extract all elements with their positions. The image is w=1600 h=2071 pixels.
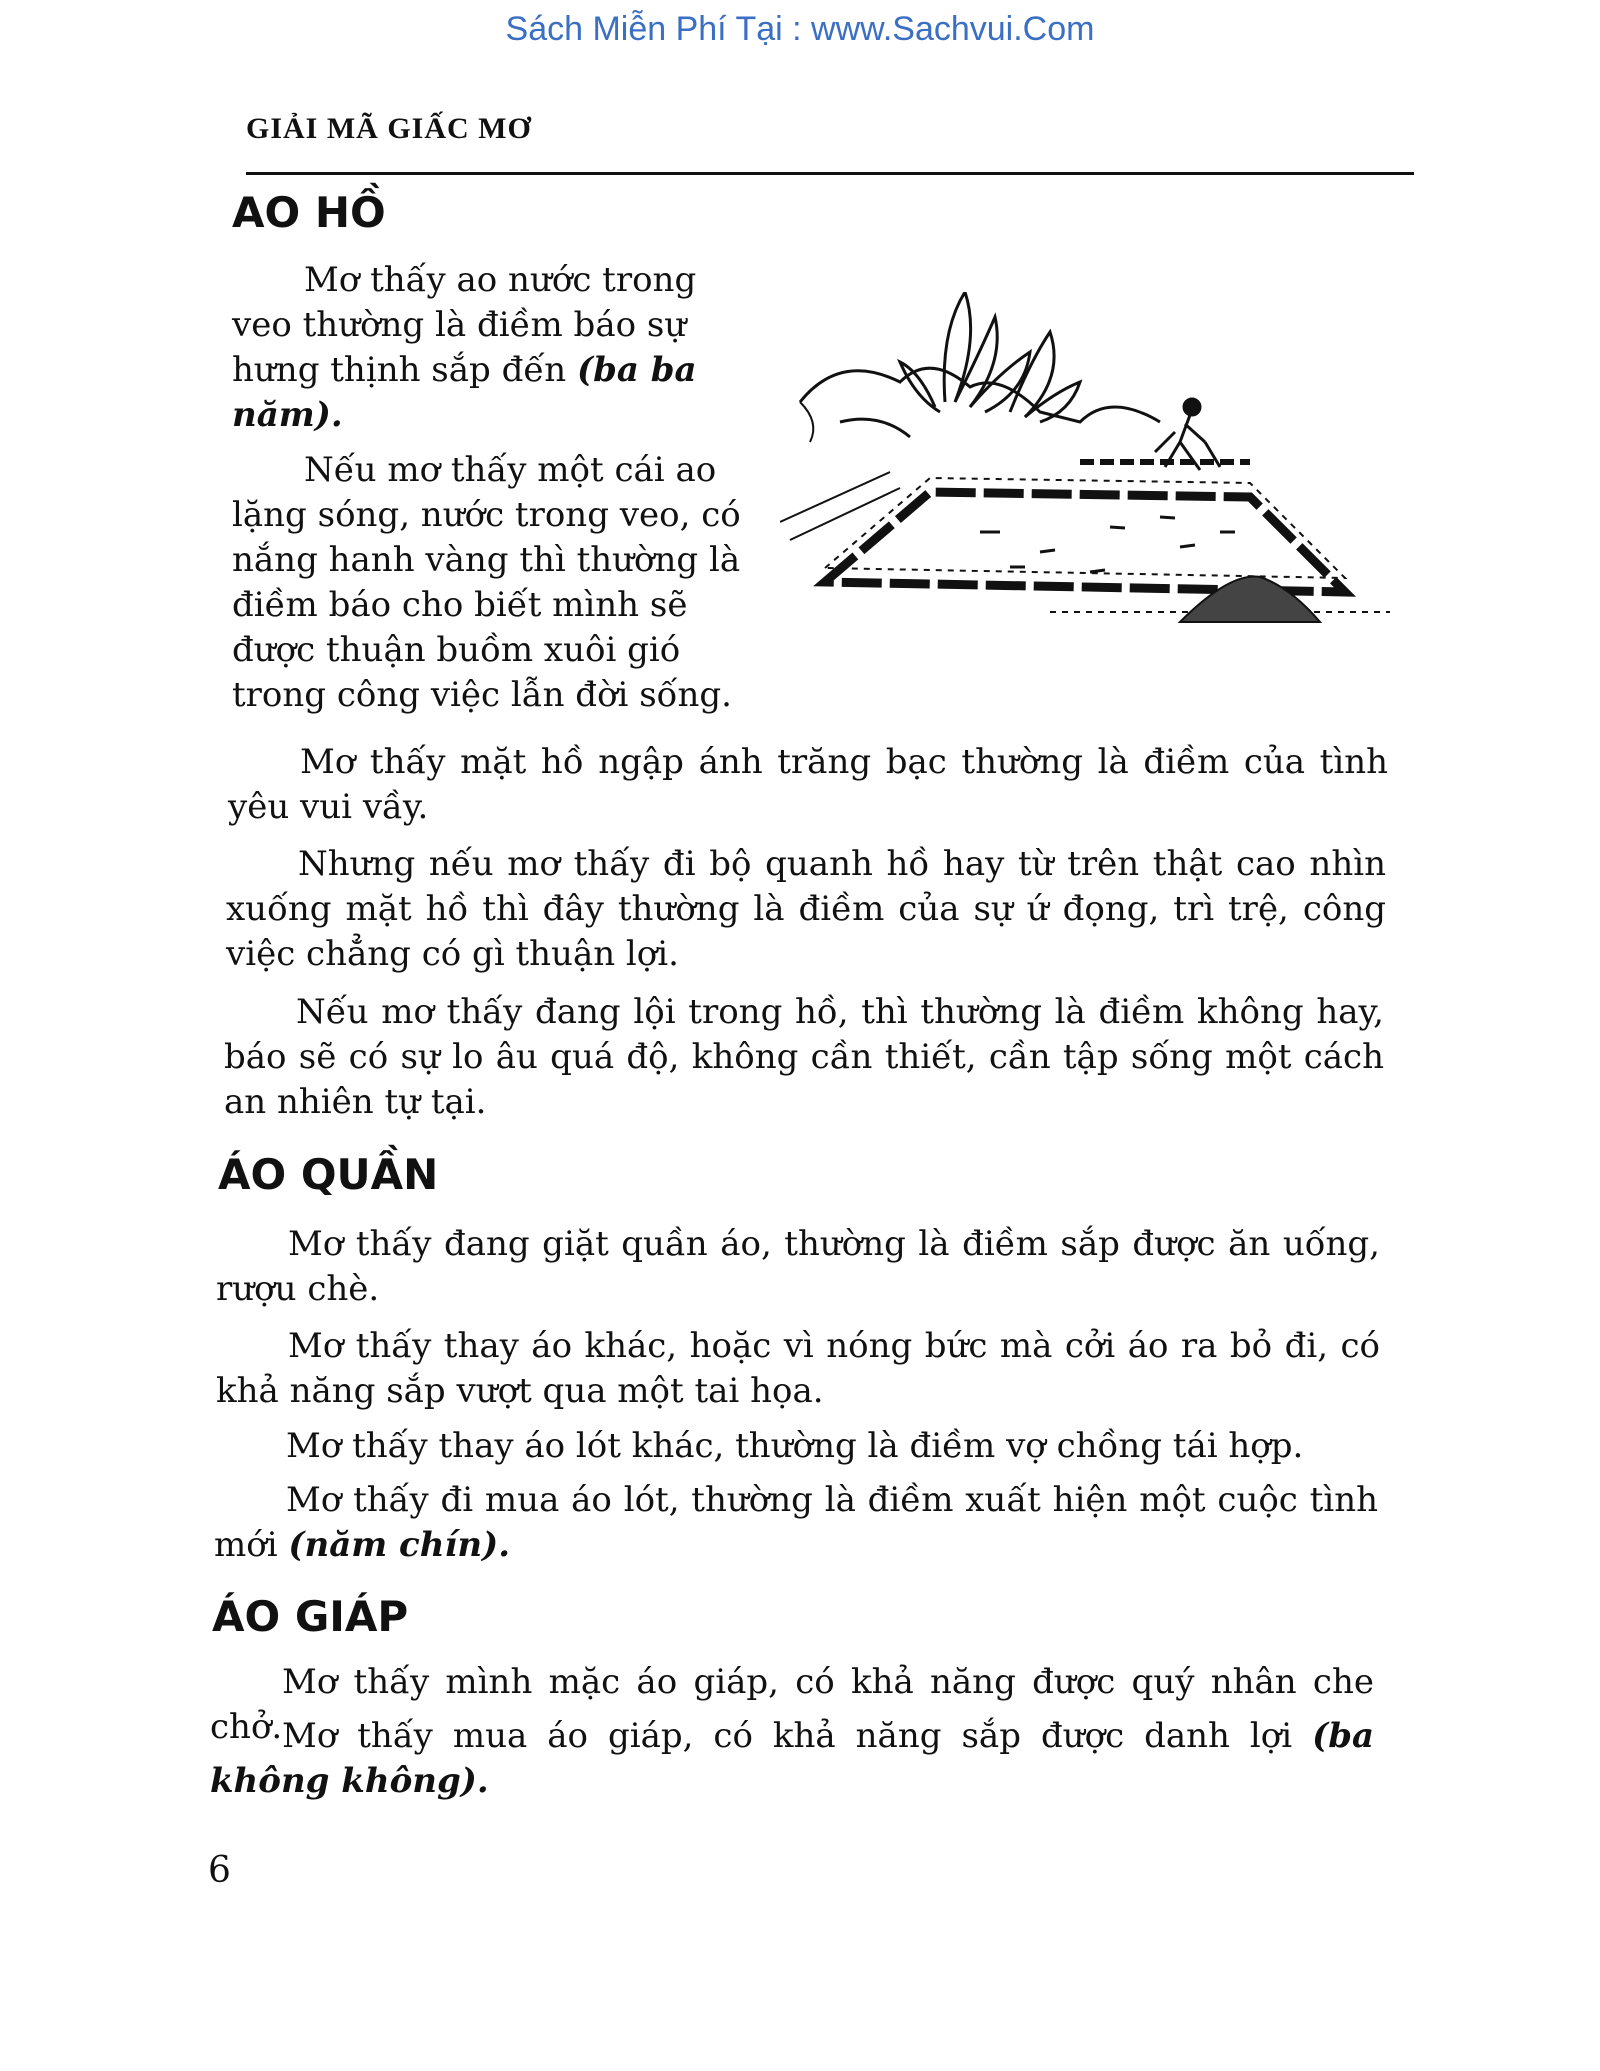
running-head: GIẢI MÃ GIẤC MƠ	[246, 112, 532, 145]
paragraph: Mơ thấy mình mặc áo giáp, có khả năng được quý nhân che chở.	[210, 1662, 1374, 1747]
paragraph: Mơ thấy đang giặt quần áo, thường là điềm sắp được ăn uống, rượu chè.	[216, 1224, 1380, 1309]
paragraph: Nếu mơ thấy một cái ao lặng sóng, nước trong veo, có nắng hanh vàng thì thường là điềm báo cho biết mình sẽ được thuận buồm xuôi gió trong công việc lẫn đời sống.	[232, 450, 741, 715]
paragraph: Mơ thấy mua áo giáp, có khả năng sắp được danh lợi (ba không không).	[210, 1716, 1374, 1801]
watermark-link[interactable]: Sách Miễn Phí Tại : www.Sachvui.Com	[505, 10, 1095, 48]
pond-illustration	[780, 292, 1400, 662]
paragraph: Mơ thấy thay áo lót khác, thường là điềm vợ chồng tái hợp.	[286, 1426, 1304, 1466]
paragraph: Mơ thấy đi mua áo lót, thường là điềm xuất hiện một cuộc tình mới (năm chín).	[214, 1480, 1378, 1565]
section-heading-ao-giap: ÁO GIÁP	[212, 1592, 409, 1641]
section-heading-ao-ho: AO HỒ	[232, 188, 386, 237]
paragraph: Mơ thấy ao nước trong veo thường là điềm báo sự hưng thịnh sắp đến (ba ba năm).	[232, 260, 697, 435]
header-rule	[246, 172, 1414, 175]
paragraph: Nhưng nếu mơ thấy đi bộ quanh hồ hay từ trên thật cao nhìn xuống mặt hồ thì đây thường là điềm của sự ứ đọng, trì trệ, công việc chẳng có gì thuận lợi.	[226, 844, 1386, 974]
page-number: 6	[208, 1850, 231, 1891]
paragraph: Mơ thấy mặt hồ ngập ánh trăng bạc thường là điềm của tình yêu vui vầy.	[228, 742, 1388, 827]
paragraph: Mơ thấy thay áo khác, hoặc vì nóng bức mà cởi áo ra bỏ đi, có khả năng sắp vượt qua một tai họa.	[216, 1326, 1380, 1411]
paragraph: Nếu mơ thấy đang lội trong hồ, thì thường là điềm không hay, báo sẽ có sự lo âu quá độ, không cần thiết, cần tập sống một cách an nhiên tự tại.	[224, 992, 1384, 1122]
section-heading-ao-quan: ÁO QUẦN	[218, 1150, 439, 1199]
